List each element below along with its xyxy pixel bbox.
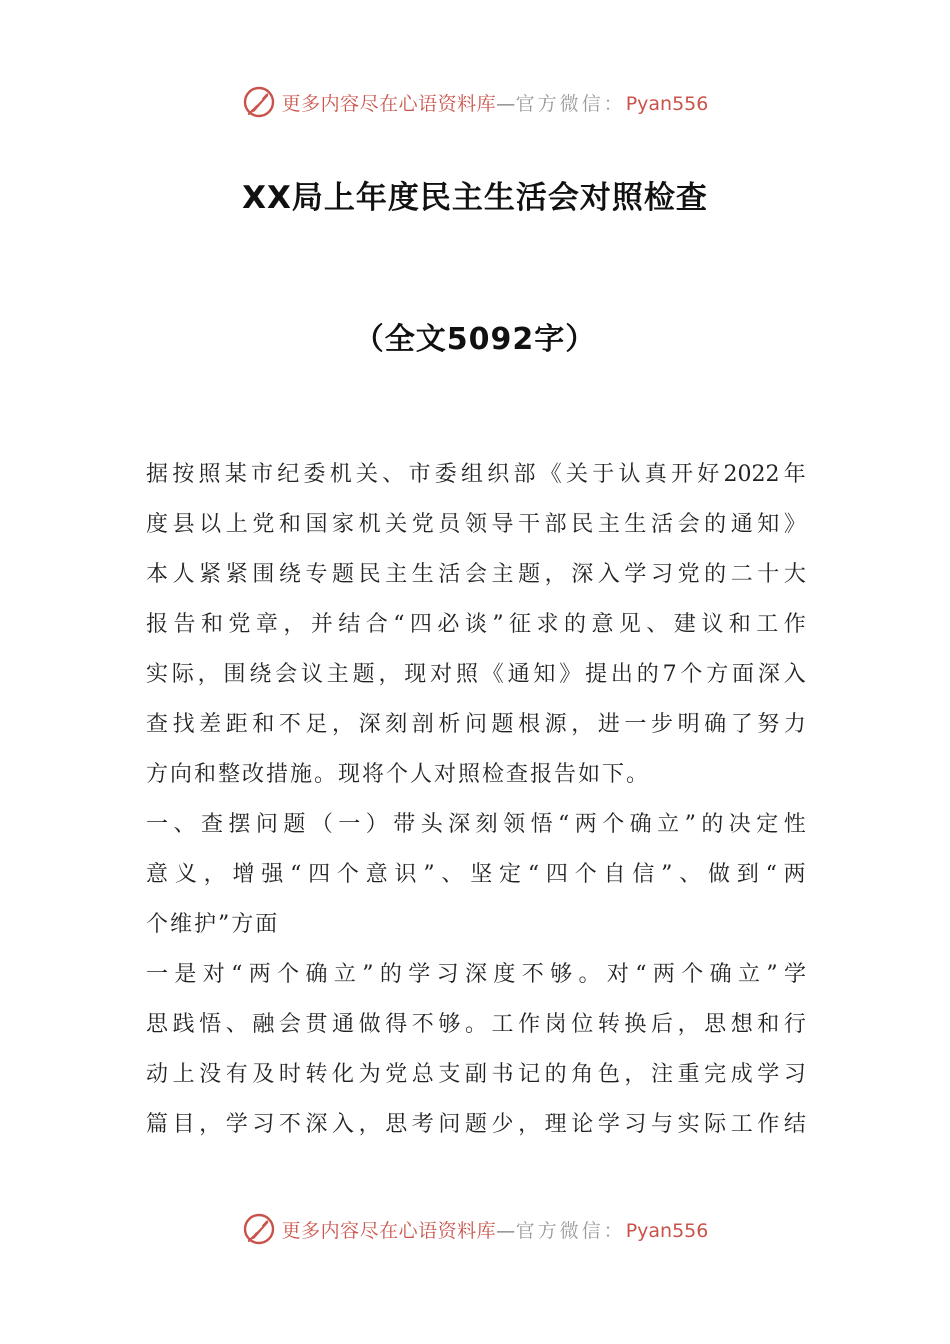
body-line: 度 县 以 上 党 和 国 家 机 关 党 员 领 导 干 部 民 主 生 活 会 的 通 知 》 <box>146 512 806 537</box>
body-line: 报 告 和 党 章 ， 并 结 合 “ 四 必 谈 ” 征 求 的 意 见 、 建 议 和 工 作 <box>146 612 806 637</box>
watermark-official-label: 官方微信： <box>515 92 626 115</box>
quill-pen-logo-icon <box>242 1212 276 1246</box>
body-line: 据 按 照 某 市 纪 委 机 关 、 市 委 组 织 部 《 关 于 认 真 开 好 2022 年 <box>146 462 806 487</box>
body-line: 本 人 紧 紧 围 绕 专 题 民 主 生 活 会 主 题 ， 深 入 学 习 党 的 二 十 大 <box>146 562 806 587</box>
body-line: 思 践 悟 、 融 会 贯 通 做 得 不 够 。 工 作 岗 位 转 换 后 ， 思 想 和 行 <box>146 1012 806 1037</box>
document-subtitle: （全文5092字） <box>353 322 597 357</box>
body-line: 一 是 对 “ 两 个 确 立 ” 的 学 习 深 度 不 够 。 对 “ 两 个 确 立 ” 学 <box>146 962 806 987</box>
body-line: 方向和整改措施。现将个人对照检查报告如下。 <box>146 762 651 787</box>
document-title: XX局上年度民主生活会对照检查 <box>242 180 708 216</box>
watermark-official-label: 官方微信： <box>515 1219 626 1242</box>
watermark-wechat-id: Pyan556 <box>625 92 709 115</box>
watermark-site-text: 更多内容尽在心语资料库 <box>281 1219 497 1242</box>
body-line: 一 、 查 摆 问 题 （ 一 ） 带 头 深 刻 领 悟 “ 两 个 确 立 ” 的 决 定 性 <box>146 812 806 837</box>
watermark-separator: — <box>496 1219 516 1242</box>
watermark-wechat-id: Pyan556 <box>625 1219 709 1242</box>
watermark-site-text: 更多内容尽在心语资料库 <box>281 92 497 115</box>
watermark-separator: — <box>496 92 516 115</box>
body-line: 意 义 ， 增 强 “ 四 个 意 识 ” 、 坚 定 “ 四 个 自 信 ” 、 做 到 “ 两 <box>146 862 806 887</box>
document-body <box>146 450 806 1150</box>
footer-watermark <box>0 1209 950 1249</box>
body-line: 动 上 没 有 及 时 转 化 为 党 总 支 副 书 记 的 角 色 ， 注 重 完 成 学 习 <box>146 1062 806 1087</box>
watermark-label <box>282 89 709 116</box>
watermark-label <box>282 1216 709 1243</box>
body-line: 个维护”方面 <box>146 912 280 937</box>
body-line: 查 找 差 距 和 不 足 ， 深 刻 剖 析 问 题 根 源 ， 进 一 步 明 确 了 努 力 <box>146 712 806 737</box>
quill-pen-logo-icon <box>242 85 276 119</box>
body-line: 实 际 ， 围 绕 会 议 主 题 ， 现 对 照 《 通 知 》 提 出 的 7 个 方 面 深 入 <box>146 662 806 687</box>
body-line: 篇 目 ， 学 习 不 深 入 ， 思 考 问 题 少 ， 理 论 学 习 与 实 际 工 作 结 <box>146 1112 806 1137</box>
header-watermark <box>0 82 950 122</box>
